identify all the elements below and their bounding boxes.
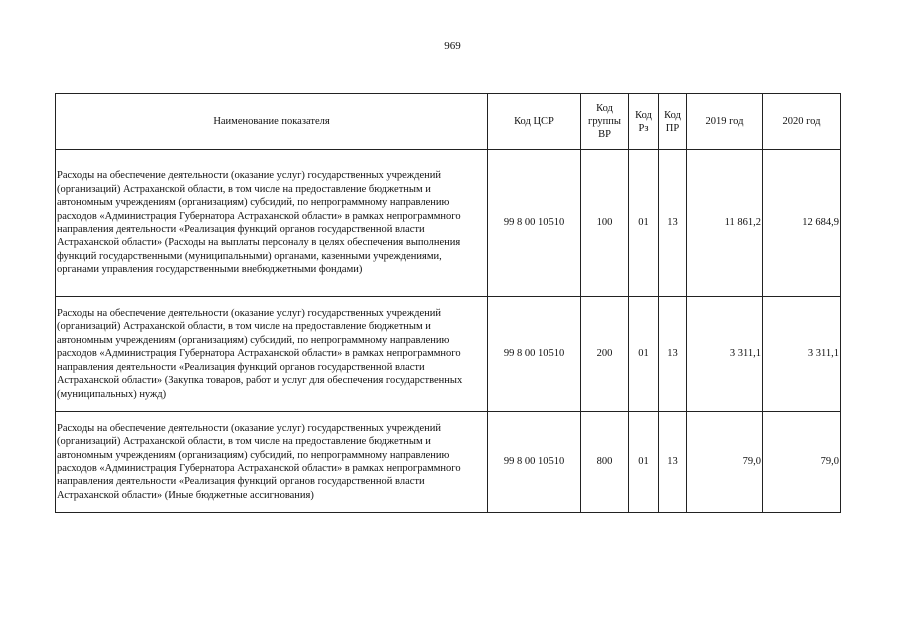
row-amount-2019: 11 861,2	[687, 150, 763, 297]
row-pr-code: 13	[659, 297, 687, 412]
header-csr-code: Код ЦСР	[488, 94, 581, 150]
header-pr-code: Код ПР	[659, 94, 687, 150]
row-csr-code: 99 8 00 10510	[488, 150, 581, 297]
row-amount-2019: 3 311,1	[687, 297, 763, 412]
header-year-2019: 2019 год	[687, 94, 763, 150]
budget-table	[55, 93, 841, 513]
header-rz-code: Код Рз	[629, 94, 659, 150]
row-amount-2020: 3 311,1	[763, 297, 841, 412]
row-name: Расходы на обеспечение деятельности (оказание услуг) государственных учреждений (организаций) Астраханской области, в том числе на предоставление бюджетным и автономным учреждениям (организациям) субсидий, по непрограммному направлению расходов «Администрация Губернатора Астраханской области» в рамках непрограммного направления деятельности «Реализация функций органов государственной власти Астраханской области» (Расходы на выплаты персоналу в целях обеспечения выполнения функций государственными (муниципальными) органами, казенными учреждениями, органами управления государственными внебюджетными фондами)	[56, 150, 488, 297]
table-row	[56, 150, 841, 297]
row-amount-2019: 79,0	[687, 412, 763, 513]
row-csr-code: 99 8 00 10510	[488, 297, 581, 412]
row-pr-code: 13	[659, 150, 687, 297]
page-number: 969	[444, 40, 461, 52]
row-rz-code: 01	[629, 150, 659, 297]
header-vr-code: Код группы ВР	[581, 94, 629, 150]
row-rz-code: 01	[629, 297, 659, 412]
header-year-2020: 2020 год	[763, 94, 841, 150]
table-header-row	[56, 94, 841, 150]
row-vr-code: 200	[581, 297, 629, 412]
header-name: Наименование показателя	[56, 94, 488, 150]
row-amount-2020: 12 684,9	[763, 150, 841, 297]
row-csr-code: 99 8 00 10510	[488, 412, 581, 513]
table-row	[56, 297, 841, 412]
row-rz-code: 01	[629, 412, 659, 513]
row-name: Расходы на обеспечение деятельности (оказание услуг) государственных учреждений (организаций) Астраханской области, в том числе на предоставление бюджетным и автономным учреждениям (организациям) субсидий, по непрограммному направлению расходов «Администрация Губернатора Астраханской области» в рамках непрограммного направления деятельности «Реализация функций органов государственной власти Астраханской области» (Иные бюджетные ассигнования)	[56, 412, 488, 513]
row-pr-code: 13	[659, 412, 687, 513]
row-vr-code: 800	[581, 412, 629, 513]
table-row	[56, 412, 841, 513]
row-amount-2020: 79,0	[763, 412, 841, 513]
row-name: Расходы на обеспечение деятельности (оказание услуг) государственных учреждений (организаций) Астраханской области, в том числе на предоставление бюджетным и автономным учреждениям (организациям) субсидий, по непрограммному направлению расходов «Администрация Губернатора Астраханской области» в рамках непрограммного направления деятельности «Реализация функций органов государственной власти Астраханской области» (Закупка товаров, работ и услуг для обеспечения государственных (муниципальных) нужд)	[56, 297, 488, 412]
row-vr-code: 100	[581, 150, 629, 297]
